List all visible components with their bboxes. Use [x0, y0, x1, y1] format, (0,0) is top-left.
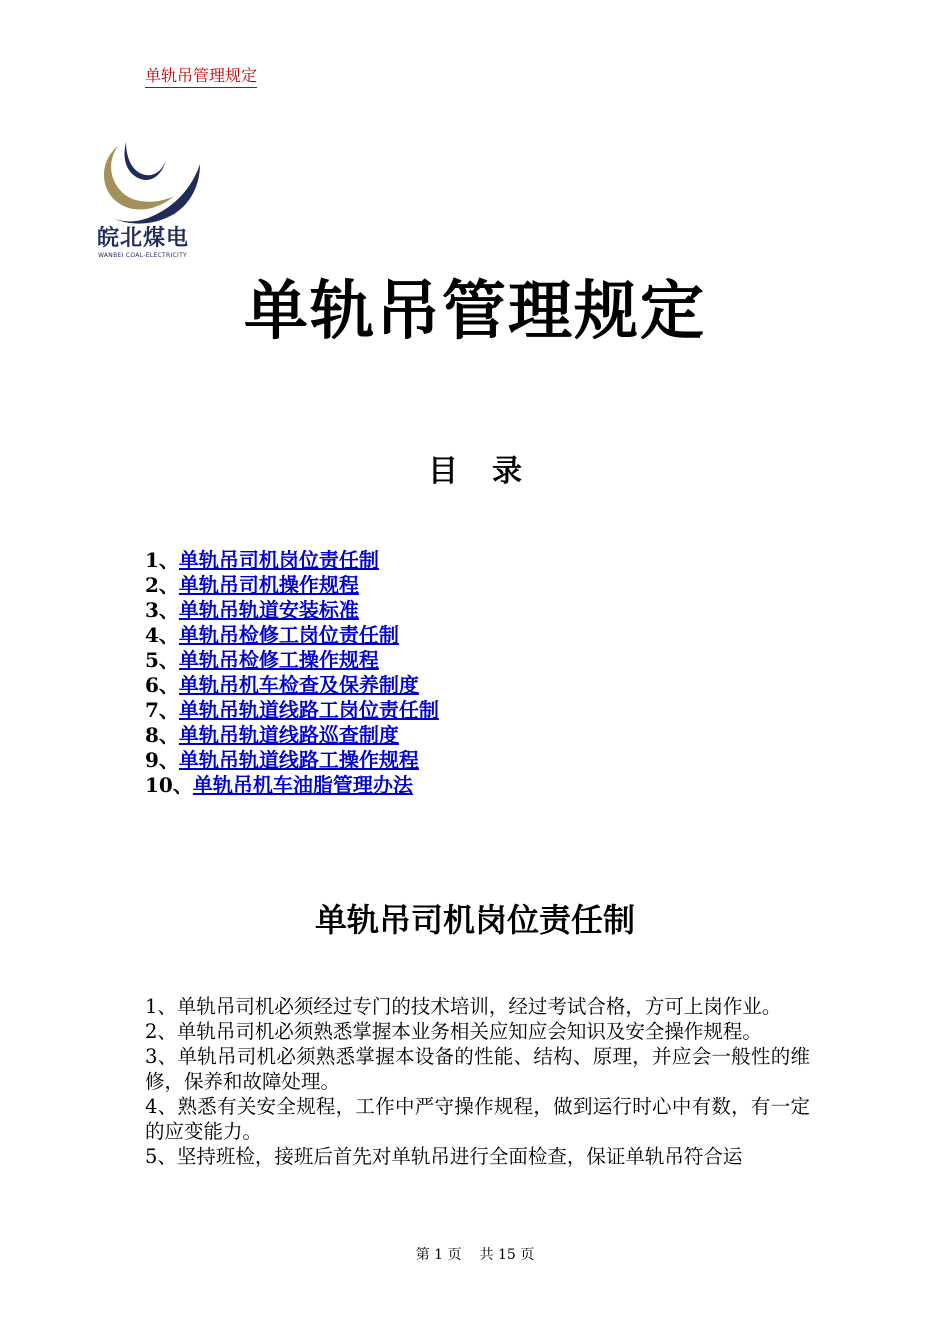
toc-link[interactable]: 单轨吊检修工操作规程: [178, 648, 379, 672]
toc-item-number: 10、: [145, 773, 193, 797]
table-of-contents: [145, 548, 439, 798]
toc-item: [145, 623, 439, 648]
body-paragraph: 3、单轨吊司机必须熟悉掌握本设备的性能、结构、原理，并应会一般性的维修，保养和故障处理。: [145, 1045, 810, 1093]
toc-link[interactable]: 单轨吊机车油脂管理办法: [192, 773, 413, 797]
toc-heading-char-1: 目: [428, 454, 458, 489]
logo-english-name: WANBEI COAL-ELECTRICITY: [98, 252, 188, 259]
toc-link[interactable]: 单轨吊轨道线路工操作规程: [178, 748, 419, 772]
body-paragraph: 1、单轨吊司机必须经过专门的技术培训，经过考试合格，方可上岗作业。: [145, 995, 782, 1018]
toc-item-number: 1、: [145, 548, 179, 572]
toc-item: [145, 773, 439, 798]
logo-swoosh-icon: [96, 138, 212, 228]
toc-item-number: 9、: [145, 748, 179, 772]
body-paragraph: 5、坚持班检，接班后首先对单轨吊进行全面检查，保证单轨吊符合运: [145, 1145, 743, 1168]
toc-item-number: 6、: [145, 673, 179, 697]
toc-item-number: 7、: [145, 698, 179, 722]
document-title: 单轨吊管理规定: [244, 275, 706, 349]
toc-item-number: 5、: [145, 648, 179, 672]
toc-link[interactable]: 单轨吊机车检查及保养制度: [178, 673, 419, 697]
company-logo: [96, 138, 212, 266]
page-footer: [0, 1246, 950, 1264]
toc-link[interactable]: 单轨吊司机岗位责任制: [178, 548, 379, 572]
toc-item-number: 2、: [145, 573, 179, 597]
body-paragraph: 2、单轨吊司机必须熟悉掌握本业务相关应知应会知识及安全操作规程。: [145, 1020, 762, 1043]
toc-item: [145, 673, 439, 698]
page-total: 共 15 页: [479, 1247, 535, 1263]
toc-link[interactable]: 单轨吊轨道线路工岗位责任制: [178, 698, 439, 722]
toc-item-number: 3、: [145, 598, 179, 622]
running-header: 单轨吊管理规定: [145, 66, 257, 88]
logo-chinese-name: 皖北煤电: [97, 226, 190, 251]
toc-item-number: 8、: [145, 723, 179, 747]
toc-link[interactable]: 单轨吊轨道安装标准: [178, 598, 359, 622]
toc-item: [145, 573, 439, 598]
toc-item: [145, 648, 439, 673]
toc-item: [145, 748, 439, 773]
toc-link[interactable]: 单轨吊轨道线路巡查制度: [178, 723, 399, 747]
toc-heading: [0, 452, 950, 492]
toc-link[interactable]: 单轨吊司机操作规程: [178, 573, 359, 597]
page-number: 第 1 页: [415, 1247, 462, 1263]
toc-link[interactable]: 单轨吊检修工岗位责任制: [178, 623, 399, 647]
toc-item: [145, 598, 439, 623]
section-body: [145, 994, 810, 1169]
toc-item: [145, 698, 439, 723]
toc-item-number: 4、: [145, 623, 179, 647]
toc-heading-char-2: 录: [492, 454, 522, 489]
toc-item: [145, 548, 439, 573]
toc-item: [145, 723, 439, 748]
body-paragraph: 4、熟悉有关安全规程，工作中严守操作规程，做到运行时心中有数，有一定的应变能力。: [145, 1095, 810, 1143]
section-heading: 单轨吊司机岗位责任制: [314, 901, 635, 939]
